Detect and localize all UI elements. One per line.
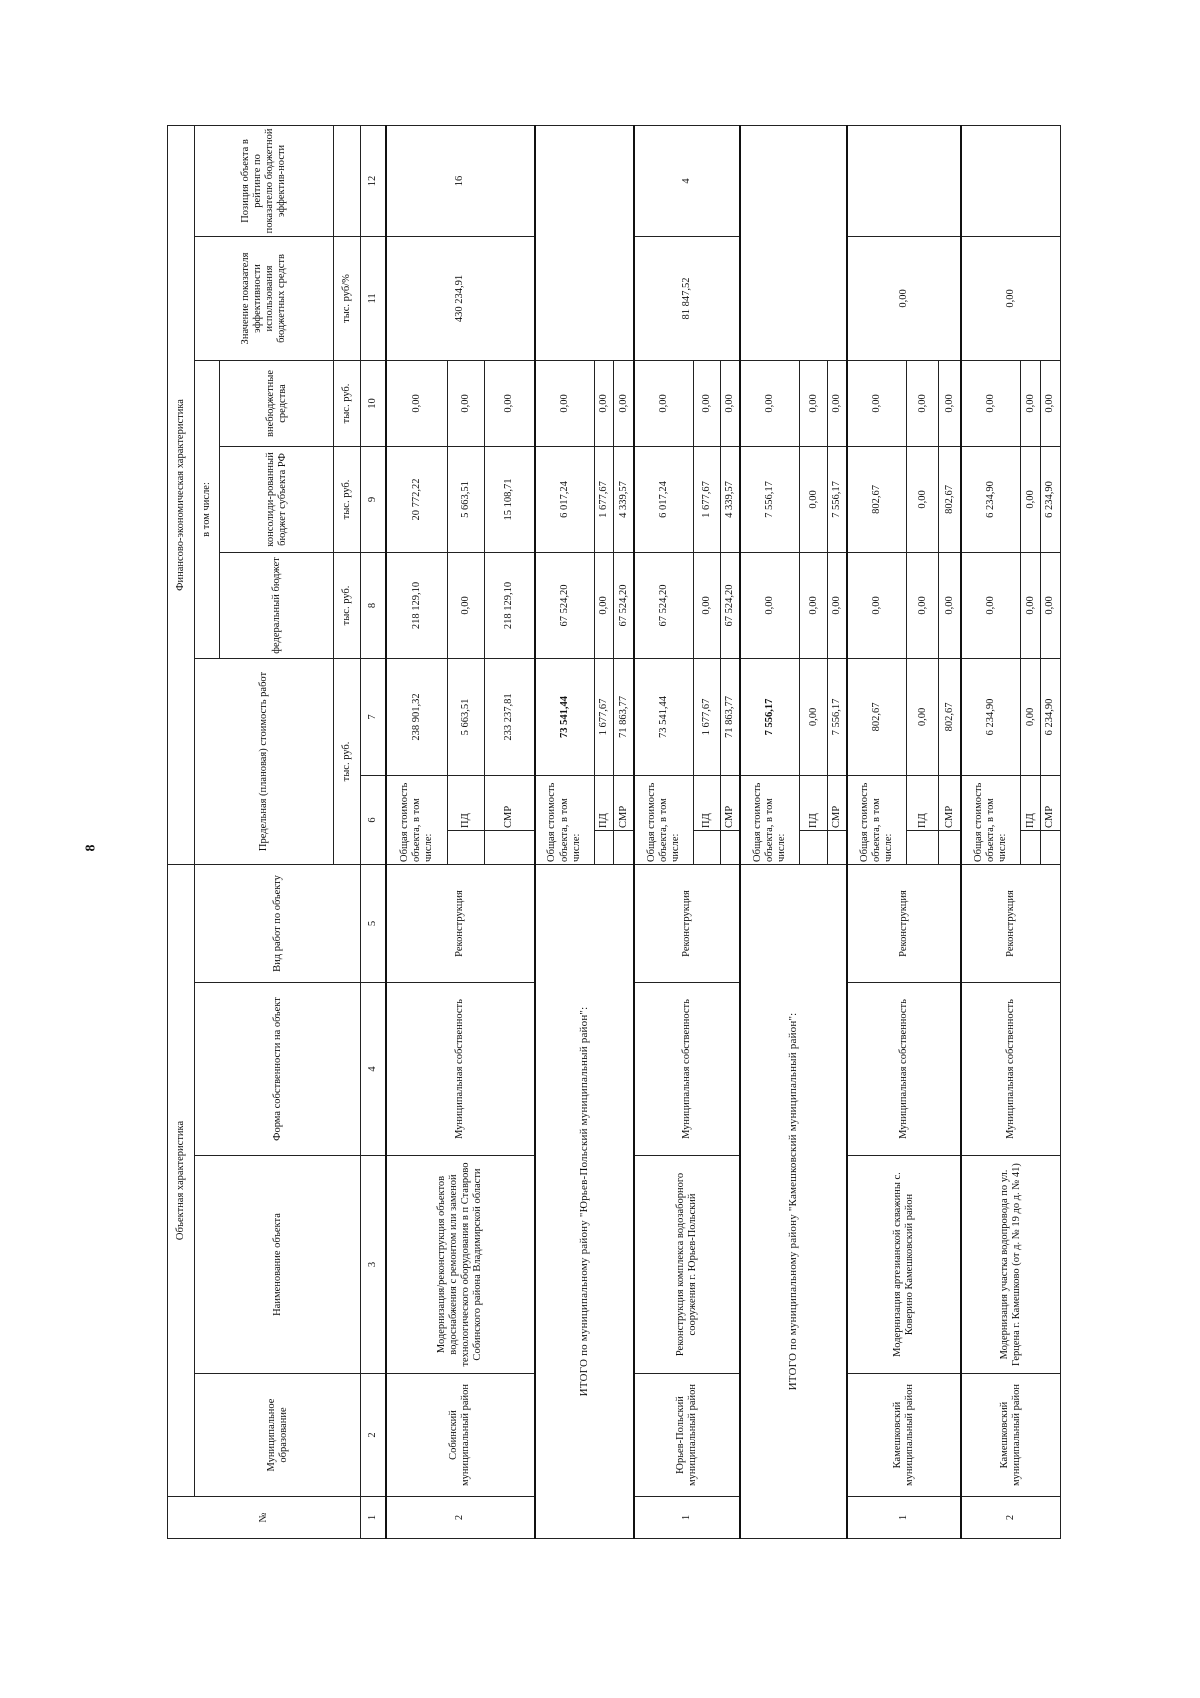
consolidated-value: 6 017,24 xyxy=(634,446,694,552)
header-consolidated-budget: консолиди-рованный бюджет субъекта РФ xyxy=(220,446,334,552)
consolidated-value: 20 772,22 xyxy=(386,446,448,552)
pd-federal-value: 0,00 xyxy=(594,552,614,658)
object-row xyxy=(961,125,1021,1538)
pd-federal-value: 0,00 xyxy=(448,552,485,658)
spacer-cell xyxy=(594,830,614,864)
efficiency-value: 81 847,52 xyxy=(634,236,741,360)
smr-federal-value: 67 524,20 xyxy=(614,552,634,658)
header-object-characteristic: Объектная характеристика xyxy=(168,864,195,1496)
itogo-row xyxy=(535,125,595,1538)
federal-value: 0,00 xyxy=(740,552,800,658)
row-number: 1 xyxy=(634,1497,741,1539)
pd-federal-value: 0,00 xyxy=(800,552,827,658)
pd-extrabudget-value: 0,00 xyxy=(594,360,614,446)
row-number: 2 xyxy=(961,1497,1060,1539)
spacer-cell xyxy=(800,830,827,864)
pd-federal-value: 0,00 xyxy=(1021,552,1041,658)
pd-label: ПД xyxy=(594,775,614,830)
smr-federal-value: 0,00 xyxy=(1041,552,1061,658)
header-including: в том числе: xyxy=(195,360,220,658)
pd-extrabudget-value: 0,00 xyxy=(907,360,939,446)
col-num: 8 xyxy=(361,552,386,658)
smr-cost-value: 71 863,77 xyxy=(614,658,634,775)
pd-cost-value: 0,00 xyxy=(1021,658,1041,775)
smr-extrabudget-value: 0,00 xyxy=(721,360,741,446)
pd-extrabudget-value: 0,00 xyxy=(693,360,720,446)
extrabudget-value: 0,00 xyxy=(634,360,694,446)
consolidated-value: 802,67 xyxy=(847,446,907,552)
pd-consolidated-value: 5 663,51 xyxy=(448,446,485,552)
consolidated-value: 7 556,17 xyxy=(740,446,800,552)
smr-extrabudget-value: 0,00 xyxy=(1041,360,1061,446)
total-cost-label: Общая стоимость объекта, в том числе: xyxy=(634,775,694,864)
pd-consolidated-value: 1 677,67 xyxy=(693,446,720,552)
smr-consolidated-value: 6 234,90 xyxy=(1041,446,1061,552)
work-type-cell: Реконструкция xyxy=(386,864,535,982)
smr-extrabudget-value: 0,00 xyxy=(939,360,961,446)
municipality-cell: Камешковский муниципальный район xyxy=(961,1374,1060,1497)
pd-extrabudget-value: 0,00 xyxy=(800,360,827,446)
consolidated-value: 6 234,90 xyxy=(961,446,1021,552)
itogo-empty xyxy=(740,125,847,360)
work-type-cell: Реконструкция xyxy=(847,864,961,982)
smr-cost-value: 6 234,90 xyxy=(1041,658,1061,775)
itogo-row xyxy=(740,125,800,1538)
col-num: 3 xyxy=(361,1156,386,1374)
object-name-cell: Модернизация/реконструкция объектов водоснабжения с ремонтом или заменой технологического оборудования в п Ставрово Собинского района Владимирской области xyxy=(386,1156,535,1374)
total-cost-value: 6 234,90 xyxy=(961,658,1021,775)
consolidated-value: 6 017,24 xyxy=(535,446,595,552)
extrabudget-value: 0,00 xyxy=(961,360,1021,446)
spacer-cell xyxy=(827,830,847,864)
spacer-cell xyxy=(721,830,741,864)
smr-federal-value: 67 524,20 xyxy=(721,552,741,658)
federal-value: 0,00 xyxy=(961,552,1021,658)
smr-extrabudget-value: 0,00 xyxy=(485,360,535,446)
smr-consolidated-value: 15 108,71 xyxy=(485,446,535,552)
spacer-cell xyxy=(485,830,535,864)
federal-value: 67 524,20 xyxy=(535,552,595,658)
object-row xyxy=(386,125,448,1538)
spacer-cell xyxy=(693,830,720,864)
header-cost: Предельная (плановая) стоимость работ xyxy=(195,658,334,864)
smr-cost-value: 233 237,81 xyxy=(485,658,535,775)
rotated-table-container xyxy=(167,126,1061,1539)
spacer-cell xyxy=(1041,830,1061,864)
smr-consolidated-value: 4 339,57 xyxy=(614,446,634,552)
extrabudget-value: 0,00 xyxy=(847,360,907,446)
col-num: 11 xyxy=(361,236,386,360)
unit-consolidated: тыс. руб. xyxy=(334,446,361,552)
unit-federal: тыс. руб. xyxy=(334,552,361,658)
col-num: 1 xyxy=(361,1497,386,1539)
pd-cost-value: 5 663,51 xyxy=(448,658,485,775)
page-number: 8 xyxy=(83,844,99,852)
rating-position-value: 4 xyxy=(634,125,741,236)
total-cost-label: Общая стоимость объекта, в том числе: xyxy=(535,775,595,864)
header-work-type: Вид работ по объекту xyxy=(195,864,361,982)
financial-table xyxy=(167,125,1061,1539)
pd-label: ПД xyxy=(907,775,939,830)
smr-cost-value: 7 556,17 xyxy=(827,658,847,775)
smr-cost-value: 802,67 xyxy=(939,658,961,775)
federal-value: 67 524,20 xyxy=(634,552,694,658)
municipality-cell: Юрьев-Польский муниципальный район xyxy=(634,1374,741,1497)
federal-value: 0,00 xyxy=(847,552,907,658)
unit-cost: тыс. руб. xyxy=(334,658,361,864)
pd-consolidated-value: 1 677,67 xyxy=(594,446,614,552)
smr-extrabudget-value: 0,00 xyxy=(614,360,634,446)
smr-label: СМР xyxy=(485,775,535,830)
total-cost-label: Общая стоимость объекта, в том числе: xyxy=(961,775,1021,864)
total-cost-value: 73 541,44 xyxy=(634,658,694,775)
header-rating-position: Позиция объекта в рейтинге по показателю бюджетной эффектив-ности xyxy=(195,125,334,236)
total-cost-value: 802,67 xyxy=(847,658,907,775)
rating-position-value xyxy=(961,125,1060,236)
object-name-cell: Модернизация участка водопровода по ул. Герцена г. Камешково (от д. № 19 до д. № 41) xyxy=(961,1156,1060,1374)
object-row xyxy=(847,125,907,1538)
spacer-cell xyxy=(939,830,961,864)
smr-label: СМР xyxy=(721,775,741,830)
efficiency-value: 430 234,91 xyxy=(386,236,535,360)
col-num: 2 xyxy=(361,1374,386,1497)
pd-cost-value: 1 677,67 xyxy=(693,658,720,775)
row-number: 2 xyxy=(386,1497,535,1539)
col-num: 12 xyxy=(361,125,386,236)
ownership-form-cell: Муниципальная собственность xyxy=(634,983,741,1156)
efficiency-value: 0,00 xyxy=(961,236,1060,360)
ownership-form-cell: Муниципальная собственность xyxy=(847,983,961,1156)
pd-extrabudget-value: 0,00 xyxy=(1021,360,1041,446)
spacer-cell xyxy=(1021,830,1041,864)
col-num: 5 xyxy=(361,864,386,982)
work-type-cell: Реконструкция xyxy=(961,864,1060,982)
unit-position xyxy=(334,125,361,236)
pd-extrabudget-value: 0,00 xyxy=(448,360,485,446)
rating-position-value: 16 xyxy=(386,125,535,236)
smr-consolidated-value: 802,67 xyxy=(939,446,961,552)
pd-cost-value: 0,00 xyxy=(800,658,827,775)
extrabudget-value: 0,00 xyxy=(535,360,595,446)
itogo-label: ИТОГО по муниципальному району "Камешковский муниципальный район": xyxy=(740,864,847,1538)
object-row xyxy=(634,125,694,1538)
smr-cost-value: 71 863,77 xyxy=(721,658,741,775)
smr-extrabudget-value: 0,00 xyxy=(827,360,847,446)
header-no: № xyxy=(168,1497,361,1539)
total-cost-label: Общая стоимость объекта, в том числе: xyxy=(386,775,448,864)
row-number: 1 xyxy=(847,1497,961,1539)
federal-value: 218 129,10 xyxy=(386,552,448,658)
pd-cost-value: 1 677,67 xyxy=(594,658,614,775)
column-numbers-row xyxy=(361,125,386,1538)
col-num: 7 xyxy=(361,658,386,775)
itogo-empty xyxy=(535,125,634,360)
pd-consolidated-value: 0,00 xyxy=(800,446,827,552)
spacer-cell xyxy=(907,830,939,864)
ownership-form-cell: Муниципальная собственность xyxy=(961,983,1060,1156)
unit-extrabudget: тыс. руб. xyxy=(334,360,361,446)
header-federal-budget: федеральный бюджет xyxy=(220,552,334,658)
rating-position-value xyxy=(847,125,961,236)
header-financial-characteristic: Финансово-экономическая характеристика xyxy=(168,125,195,864)
smr-label: СМР xyxy=(939,775,961,830)
municipality-cell: Собинский муниципальный район xyxy=(386,1374,535,1497)
header-municipality: Муниципальное образование xyxy=(195,1374,361,1497)
pd-federal-value: 0,00 xyxy=(693,552,720,658)
work-type-cell: Реконструкция xyxy=(634,864,741,982)
unit-efficiency: тыс. руб/% xyxy=(334,236,361,360)
header-extrabudget: внебюджетные средства xyxy=(220,360,334,446)
object-name-cell: Модернизация артезианской скважины с. Коверино Камешковский район xyxy=(847,1156,961,1374)
col-num: 6 xyxy=(361,775,386,864)
extrabudget-value: 0,00 xyxy=(740,360,800,446)
pd-label: ПД xyxy=(448,775,485,830)
smr-label: СМР xyxy=(827,775,847,830)
smr-consolidated-value: 4 339,57 xyxy=(721,446,741,552)
total-cost-value: 238 901,32 xyxy=(386,658,448,775)
pd-federal-value: 0,00 xyxy=(907,552,939,658)
spacer-cell xyxy=(614,830,634,864)
col-num: 9 xyxy=(361,446,386,552)
col-num: 4 xyxy=(361,983,386,1156)
header-ownership-form: Форма собственности на объект xyxy=(195,983,361,1156)
smr-federal-value: 0,00 xyxy=(939,552,961,658)
total-cost-value: 7 556,17 xyxy=(740,658,800,775)
header-object-name: Наименование объекта xyxy=(195,1156,361,1374)
total-cost-label: Общая стоимость объекта, в том числе: xyxy=(847,775,907,864)
pd-label: ПД xyxy=(800,775,827,830)
extrabudget-value: 0,00 xyxy=(386,360,448,446)
total-cost-label: Общая стоимость объекта, в том числе: xyxy=(740,775,800,864)
pd-cost-value: 0,00 xyxy=(907,658,939,775)
smr-consolidated-value: 7 556,17 xyxy=(827,446,847,552)
ownership-form-cell: Муниципальная собственность xyxy=(386,983,535,1156)
pd-label: ПД xyxy=(1021,775,1041,830)
col-num: 10 xyxy=(361,360,386,446)
itogo-label: ИТОГО по муниципальному району "Юрьев-Польский муниципальный район": xyxy=(535,864,634,1538)
pd-label: ПД xyxy=(693,775,720,830)
efficiency-value: 0,00 xyxy=(847,236,961,360)
municipality-cell: Камешковский муниципальный район xyxy=(847,1374,961,1497)
object-name-cell: Реконструкция комплекса водозаборного сооружения г. Юрьев-Польский xyxy=(634,1156,741,1374)
pd-consolidated-value: 0,00 xyxy=(1021,446,1041,552)
smr-label: СМР xyxy=(1041,775,1061,830)
spacer-cell xyxy=(448,830,485,864)
total-cost-value: 73 541,44 xyxy=(535,658,595,775)
smr-label: СМР xyxy=(614,775,634,830)
pd-consolidated-value: 0,00 xyxy=(907,446,939,552)
smr-federal-value: 218 129,10 xyxy=(485,552,535,658)
header-efficiency: Значение показателя эффективности использования бюджетных средств xyxy=(195,236,334,360)
smr-federal-value: 0,00 xyxy=(827,552,847,658)
